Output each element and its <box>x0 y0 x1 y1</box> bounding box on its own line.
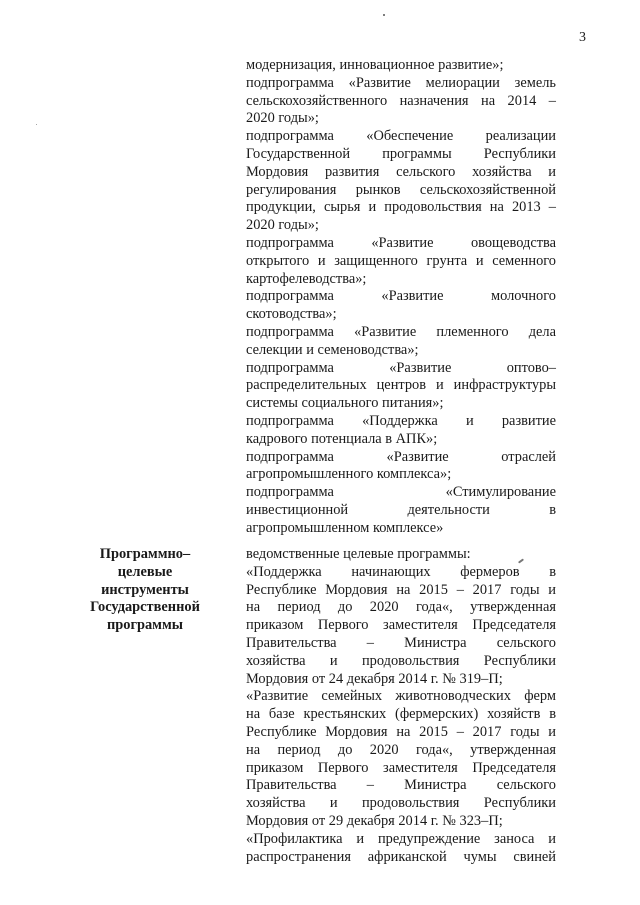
text-line: 2020 годы»; <box>246 110 319 127</box>
text-line: Республике Мордовия на 2015 – 2017 годы и <box>246 581 556 598</box>
text-line: подпрограмма «Поддержка и развитие <box>246 412 556 429</box>
text-line: «Развитие семейных животноводческих ферм <box>246 688 556 705</box>
heading-line: инструменты <box>101 581 189 598</box>
text-line: Мордовия развития сельского хозяйства и <box>246 163 556 180</box>
text-line: Мордовия от 29 декабря 2014 г. № 323–П; <box>246 812 503 829</box>
text-line: подпрограмма «Развитие мелиорации земель <box>246 74 556 91</box>
heading-line: Программно– <box>99 546 191 562</box>
text-line: подпрограмма «Развитие овощеводства <box>246 234 556 251</box>
text-line: распространения африканской чумы свиней <box>246 848 556 865</box>
text-line: кадрового потенциала в АПК»; <box>246 430 438 447</box>
text-line: приказом Первого заместителя Председателя <box>246 759 556 776</box>
text-line: Правительства – Министра сельского <box>246 777 556 794</box>
scan-artifact-dot <box>383 14 385 16</box>
text-line: Государственной программы Республики <box>246 145 556 162</box>
text-line: продукции, сырья и продовольствия на 2013 – <box>246 199 556 216</box>
text-line: селекции и семеноводства»; <box>246 341 419 358</box>
text-line: подпрограмма «Развитие молочного <box>246 288 556 305</box>
text-line: сельскохозяйственного назначения на 2014 – <box>246 92 556 109</box>
text-line: 2020 годы»; <box>246 217 319 234</box>
text-line: агропромышленном комплексе» <box>246 519 444 536</box>
text-line: картофелеводства»; <box>246 270 367 287</box>
text-line: на базе крестьянских (фермерских) хозяйств в <box>246 706 556 723</box>
heading-line: программы <box>106 617 184 634</box>
text-line: скотоводства»; <box>246 306 337 323</box>
text-line: Мордовия от 24 декабря 2014 г. № 319–П; <box>246 670 503 687</box>
text-line: инвестиционной деятельности в <box>246 501 556 518</box>
text-line: модернизация, инновационное развитие»; <box>246 57 504 73</box>
text-line: распределительных центров и инфраструктуры <box>246 377 556 394</box>
departmental-programs-list <box>246 546 556 866</box>
text-line: агропромышленного комплекса»; <box>246 466 452 483</box>
text-line: «Поддержка начинающих фермеров в <box>246 563 556 580</box>
text-line: Республике Мордовия на 2015 – 2017 годы и <box>246 723 556 740</box>
text-line: подпрограмма «Развитие племенного дела <box>246 323 556 340</box>
text-line: хозяйства и продовольствия Республики <box>246 652 556 669</box>
text-line: приказом Первого заместителя Председателя <box>246 617 556 634</box>
text-line: регулирования рынков сельскохозяйственной <box>246 181 556 198</box>
text-line: системы социального питания»; <box>246 395 444 412</box>
text-line: Правительства – Министра сельского <box>246 634 556 651</box>
text-line: ведомственные целевые программы: <box>246 546 471 562</box>
text-line: хозяйства и продовольствия Республики <box>246 795 556 812</box>
section-heading-program-instruments <box>82 546 208 635</box>
text-line: подпрограмма «Развитие отраслей <box>246 448 556 465</box>
heading-line: Государственной <box>90 599 200 616</box>
heading-line: целевые <box>117 563 173 580</box>
text-line: на период до 2020 года«, утвержденная <box>246 599 556 616</box>
scan-artifact-dot <box>36 124 37 125</box>
text-line: «Профилактика и предупреждение заноса и <box>246 830 556 847</box>
text-line: подпрограмма «Стимулирование <box>246 484 556 501</box>
page-number: 3 <box>579 30 586 45</box>
text-line: подпрограмма «Развитие оптово– <box>246 359 556 376</box>
text-line: открытого и защищенного грунта и семенного <box>246 252 556 269</box>
text-line: на период до 2020 года«, утвержденная <box>246 741 556 758</box>
text-line: подпрограмма «Обеспечение реализации <box>246 128 556 145</box>
subprograms-list <box>246 57 556 538</box>
